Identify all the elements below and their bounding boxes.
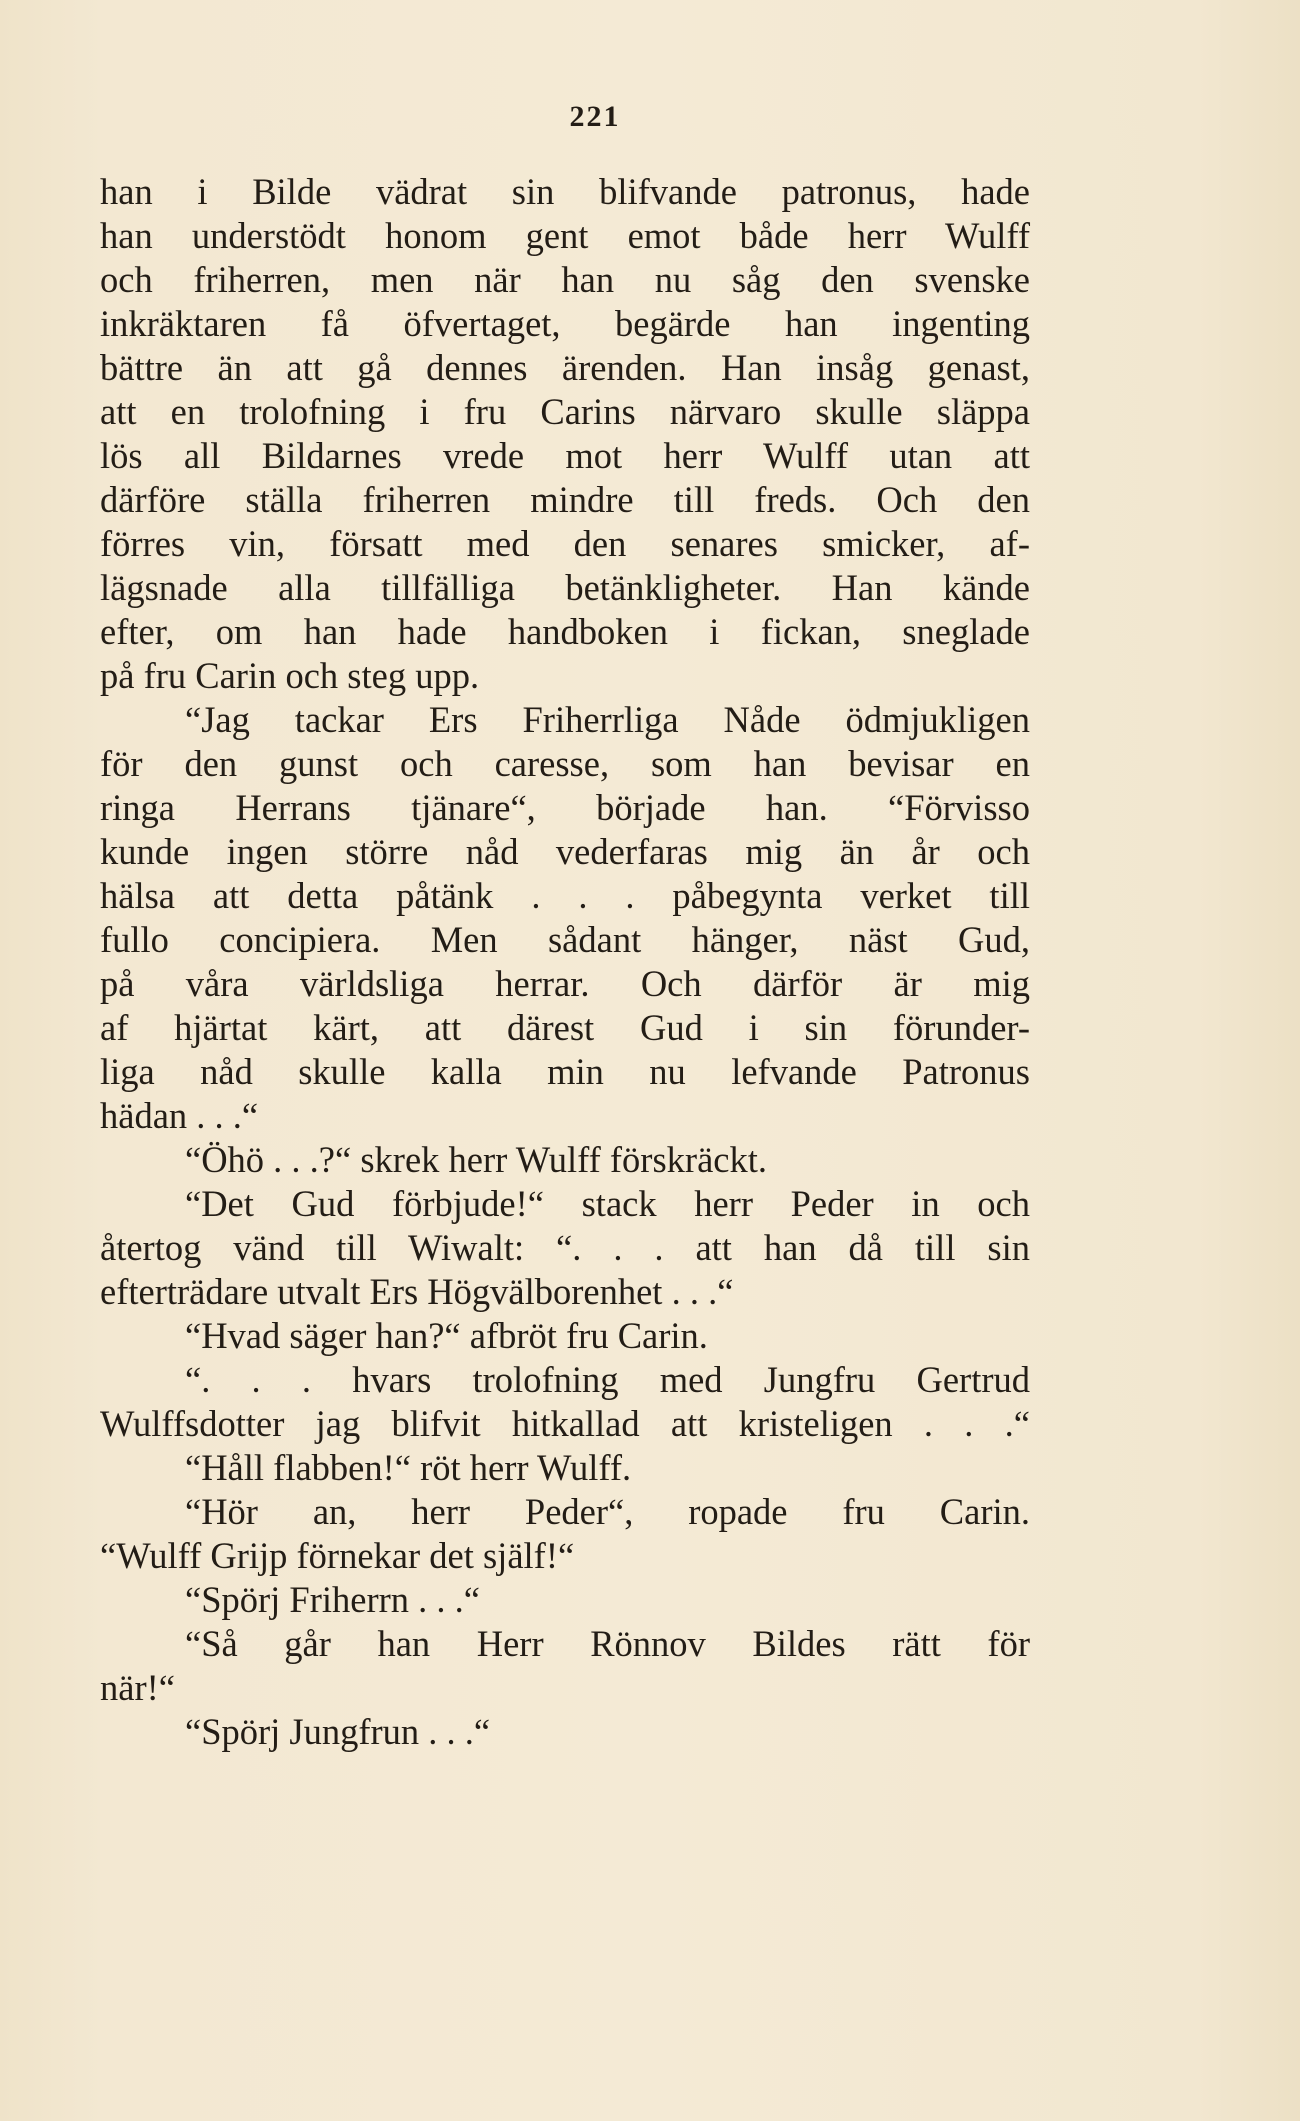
text-line: af hjärtat kärt, att därest Gud i sin förunder-: [100, 1007, 1030, 1048]
text-line: “Hör an, herr Peder“, ropade fru Carin.: [185, 1491, 1030, 1532]
text-line: “. . . hvars trolofning med Jungfru Gertrud: [185, 1359, 1030, 1400]
text-line: efterträdare utvalt Ers Högvälborenhet . . .“: [100, 1271, 734, 1312]
page-number: 221: [569, 100, 621, 133]
text-line: “Spörj Jungfrun . . .“: [185, 1711, 491, 1752]
text-line: och friherren, men när han nu såg den svenske: [100, 259, 1030, 300]
text-line: förres vin, försatt med den senares smicker, af-: [100, 523, 1030, 564]
text-line: kunde ingen större nåd vederfaras mig än år och: [100, 831, 1030, 872]
text-line: på fru Carin och steg upp.: [100, 655, 480, 696]
text-line: “Håll flabben!“ röt herr Wulff.: [185, 1447, 632, 1488]
text-line: hälsa att detta påtänk . . . påbegynta verket till: [100, 875, 1030, 916]
text-line: “Jag tackar Ers Friherrliga Nåde ödmjukligen: [185, 699, 1030, 740]
text-line: lös all Bildarnes vrede mot herr Wulff utan att: [100, 435, 1030, 476]
text-line: återtog vänd till Wiwalt: “. . . att han då till sin: [100, 1227, 1030, 1268]
text-line: hädan . . .“: [100, 1095, 259, 1136]
text-line: att en trolofning i fru Carins närvaro skulle släppa: [100, 391, 1030, 432]
text-line: han i Bilde vädrat sin blifvande patronus, hade: [100, 171, 1030, 212]
text-line: “Det Gud förbjude!“ stack herr Peder in och: [185, 1183, 1030, 1224]
text-line: på våra världsliga herrar. Och därför är mig: [100, 963, 1030, 1004]
text-line: han understödt honom gent emot både herr Wulff: [100, 215, 1030, 256]
text-line: fullo concipiera. Men sådant hänger, näst Gud,: [100, 919, 1030, 960]
text-line: “Hvad säger han?“ afbröt fru Carin.: [185, 1315, 708, 1356]
text-line: lägsnade alla tillfälliga betänkligheter. Han kände: [100, 567, 1030, 608]
text-line: ringa Herrans tjänare“, började han. “Förvisso: [100, 787, 1030, 828]
text-line: därföre ställa friherren mindre till freds. Och den: [100, 479, 1030, 520]
text-line: “Spörj Friherrn . . .“: [185, 1579, 480, 1620]
text-line: när!“: [100, 1667, 175, 1708]
text-line: “Wulff Grijp förnekar det själf!“: [100, 1535, 575, 1576]
body-text: [100, 170, 1030, 1754]
text-line: bättre än att gå dennes ärenden. Han insåg genast,: [100, 347, 1030, 388]
text-line: liga nåd skulle kalla min nu lefvande Patronus: [100, 1051, 1030, 1092]
text-line: efter, om han hade handboken i fickan, sneglade: [100, 611, 1030, 652]
text-line: “Så går han Herr Rönnov Bildes rätt för: [185, 1623, 1030, 1664]
text-line: “Öhö . . .?“ skrek herr Wulff förskräckt.: [185, 1139, 767, 1180]
text-line: Wulffsdotter jag blifvit hitkallad att kristeligen . . .“: [100, 1403, 1030, 1444]
text-line: för den gunst och caresse, som han bevisar en: [100, 743, 1030, 784]
text-line: inkräktaren få öfvertaget, begärde han ingenting: [100, 303, 1030, 344]
